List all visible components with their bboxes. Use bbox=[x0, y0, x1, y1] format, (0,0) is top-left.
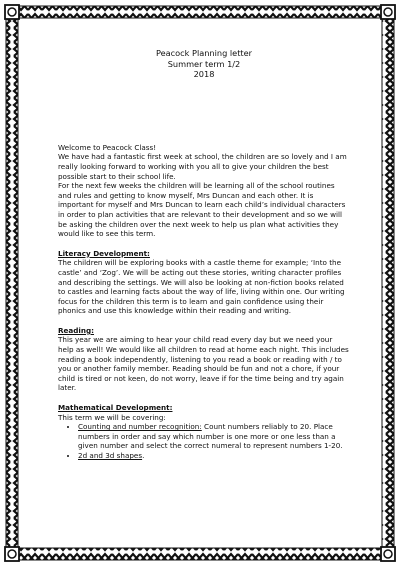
intro-paragraph-1: We have had a fantastic first week at school, the children are so lovely and I am really looking forward to working with you all to give your children the best possible start to their school life. bbox=[58, 152, 347, 181]
maths-intro: This term we will be covering: bbox=[58, 412, 166, 422]
list-item bbox=[78, 451, 350, 461]
maths-topic-list bbox=[58, 422, 350, 460]
intro-paragraph-2: For the next few weeks the children will be learning all of the school routines and rules and getting to know myself, Mrs Duncan and each other. It is important for myself and Mrs Duncan to learn each child’s individual characters in order to plan activities that are relevant to their development and so we will be asking the children over the next week to help us plan what activities they would like to see this term. bbox=[58, 181, 346, 239]
letter-header bbox=[58, 48, 350, 80]
reading-section bbox=[58, 326, 350, 393]
maths-heading: Mathematical Development: bbox=[58, 403, 173, 413]
topic-label: Counting and number recognition: bbox=[78, 422, 202, 432]
reading-body: This year we are aiming to hear your child read every day but we need your help as well! We would like all children to read at home each night. This includes reading a book independently, listening to you read a book or reading with / to you or another family member. Reading should be fun and not a chore, if your child is tired or not keen, do not worry, leave if for the time being and try again later. bbox=[58, 335, 349, 393]
topic-text: Count numbers reliably to 20. Place numbers in order and say which number is one more or one less than a given number and select the correct numeral to represent numbers 1-20. bbox=[78, 422, 343, 451]
greeting: Welcome to Peacock Class! bbox=[58, 142, 157, 152]
topic-text: . bbox=[142, 451, 145, 460]
list-item bbox=[78, 422, 350, 451]
literacy-heading: Literacy Development: bbox=[58, 248, 150, 258]
literacy-section bbox=[58, 249, 350, 316]
literacy-body: The children will be exploring books with a castle theme for example; ‘Into the castle’ and ‘Zog’. We will be acting out these stories, writing character profiles and describing the settings. We will also be looking at non-fiction books related to castles and learning facts about the way of life, living within one. Our writing focus for the children this term is to learn and gain confidence using their phonics and use this knowledge within their reading and writing. bbox=[58, 258, 345, 316]
letter-year: 2018 bbox=[193, 69, 215, 80]
letter-title: Peacock Planning letter bbox=[155, 48, 253, 58]
letter-term: Summer term 1/2 bbox=[167, 58, 241, 69]
maths-section bbox=[58, 403, 350, 461]
topic-label: 2d and 3d shapes bbox=[78, 451, 143, 460]
intro-section bbox=[58, 143, 350, 239]
reading-heading: Reading: bbox=[58, 325, 95, 335]
letter-content bbox=[58, 20, 350, 461]
